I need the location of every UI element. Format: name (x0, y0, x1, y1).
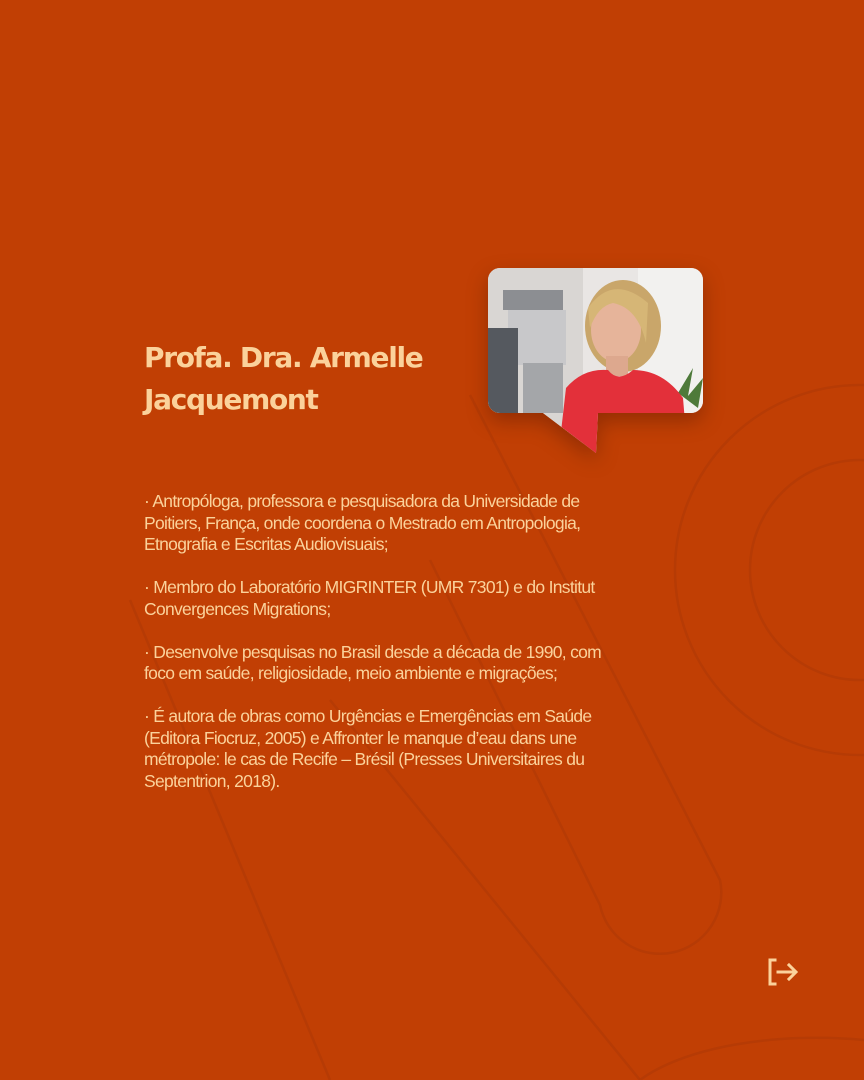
page-title: Profa. Dra. Armelle Jacquemont (144, 341, 423, 416)
bio-item: · Antropóloga, professora e pesquisadora da Universidade de Poitiers, França, onde coordena o Mestrado em Antropologia, Etnografia e Escritas Audiovisuais; (144, 491, 581, 554)
bracket-arrow-right-icon[interactable] (766, 957, 800, 987)
bio-list (144, 491, 634, 814)
bio-item: · É autora de obras como Urgências e Emergências em Saúde (Editora Fiocruz, 2005) e Affronter le manque d’eau dans une métropole: le cas de Recife – Brésil (Presses Universitaires du Septentrion, 2018). (144, 706, 592, 791)
portrait-photo (488, 268, 703, 458)
bio-item: · Desenvolve pesquisas no Brasil desde a década de 1990, com foco em saúde, religiosidade, meio ambiente e migrações; (144, 641, 602, 683)
bio-item: · Membro do Laboratório MIGRINTER (UMR 7301) e do Institut Convergences Migrations; (144, 577, 595, 619)
